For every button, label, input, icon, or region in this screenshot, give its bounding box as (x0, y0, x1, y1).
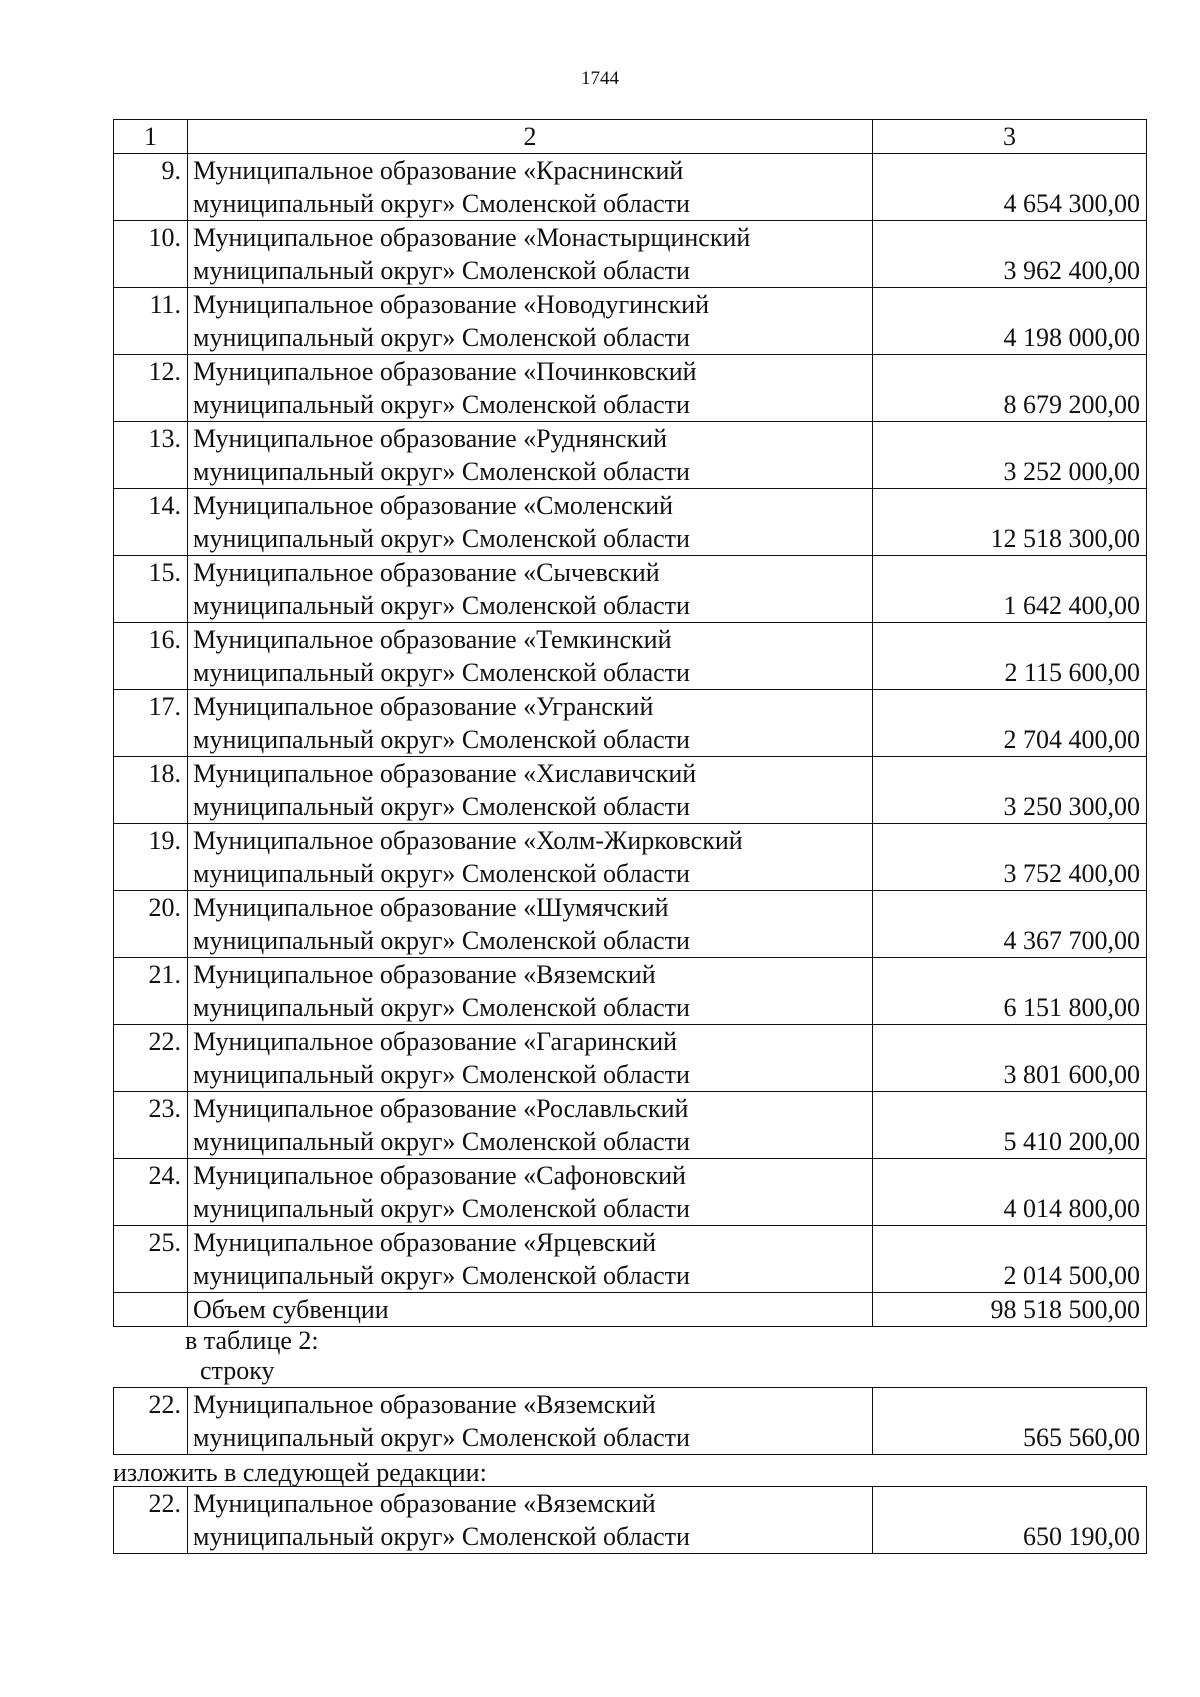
note-row: строку (200, 1356, 275, 1385)
new-row-table (113, 1486, 1147, 1554)
row-name-line-2: муниципальный округ» Смоленской области (193, 1060, 690, 1089)
row-amount: 3 252 000,00 (873, 422, 1147, 489)
row-amount: 3 752 400,00 (873, 824, 1147, 891)
row-name (188, 824, 873, 891)
total-row (114, 1293, 1147, 1327)
row-amount: 12 518 300,00 (873, 489, 1147, 556)
table-row (114, 1092, 1147, 1159)
row-number: 23. (114, 1092, 188, 1159)
row-name (188, 154, 873, 221)
row-number: 20. (114, 891, 188, 958)
table-row (114, 891, 1147, 958)
row-name (188, 489, 873, 556)
table-row (114, 824, 1147, 891)
row-name-line-2: муниципальный округ» Смоленской области (193, 993, 690, 1022)
row-name-line-2: муниципальный округ» Смоленской области (193, 658, 690, 687)
row-name (188, 958, 873, 1025)
row-amount: 6 151 800,00 (873, 958, 1147, 1025)
row-amount: 3 801 600,00 (873, 1025, 1147, 1092)
table-row (114, 154, 1147, 221)
row-amount: 4 198 000,00 (873, 288, 1147, 355)
row-name-line-1: Муниципальное образование «Новодугинский (193, 290, 709, 319)
row-amount: 4 367 700,00 (873, 891, 1147, 958)
row-number: 21. (114, 958, 188, 1025)
row-name-line-1: Муниципальное образование «Хиславичский (193, 759, 697, 788)
table-row (114, 288, 1147, 355)
row-number: 24. (114, 1159, 188, 1226)
row-name-line-2: муниципальный округ» Смоленской области (193, 256, 690, 285)
row-name-line-1: Муниципальное образование «Сычевский (193, 558, 660, 587)
table-row (114, 690, 1147, 757)
row-amount: 3 962 400,00 (873, 221, 1147, 288)
row-amount: 2 115 600,00 (873, 623, 1147, 690)
table-row (114, 1388, 1147, 1455)
table-header-row (114, 120, 1147, 154)
row-name (188, 355, 873, 422)
row-name-line-2: муниципальный округ» Смоленской области (193, 1194, 690, 1223)
row-amount: 3 250 300,00 (873, 757, 1147, 824)
row-amount: 5 410 200,00 (873, 1092, 1147, 1159)
row-name-line-2: муниципальный округ» Смоленской области (193, 323, 690, 352)
header-col-2: 2 (188, 120, 873, 154)
row-name-line-1: Муниципальное образование «Монастырщинский (193, 223, 751, 252)
row-name-line-2: муниципальный округ» Смоленской области (193, 457, 690, 486)
table-row (114, 489, 1147, 556)
row-name (188, 1226, 873, 1293)
row-number: 15. (114, 556, 188, 623)
table-row (114, 1159, 1147, 1226)
row-number: 22. (114, 1388, 188, 1455)
row-amount: 2 704 400,00 (873, 690, 1147, 757)
row-name (188, 1092, 873, 1159)
row-amount: 8 679 200,00 (873, 355, 1147, 422)
total-label: Объем субвенции (188, 1293, 873, 1327)
table-row (114, 958, 1147, 1025)
row-name-line-1: Муниципальное образование «Шумячский (193, 893, 669, 922)
row-number: 18. (114, 757, 188, 824)
total-empty-cell (114, 1293, 188, 1327)
row-name-line-1: Муниципальное образование «Сафоновский (193, 1161, 686, 1190)
row-name (188, 556, 873, 623)
row-name-line-2: муниципальный округ» Смоленской области (193, 859, 690, 888)
row-name (188, 1487, 873, 1554)
row-name-line-1: Муниципальное образование «Рославльский (193, 1094, 689, 1123)
table-row (114, 221, 1147, 288)
row-name-line-1: Муниципальное образование «Вяземский (193, 1390, 656, 1419)
header-col-1: 1 (114, 120, 188, 154)
table-row (114, 355, 1147, 422)
row-number: 22. (114, 1487, 188, 1554)
row-name-line-2: муниципальный округ» Смоленской области (193, 725, 690, 754)
row-name-line-1: Муниципальное образование «Ярцевский (193, 1228, 657, 1257)
total-amount: 98 518 500,00 (873, 1293, 1147, 1327)
row-name-line-1: Муниципальное образование «Темкинский (193, 625, 672, 654)
table-row (114, 1025, 1147, 1092)
row-name (188, 221, 873, 288)
header-col-3: 3 (873, 120, 1147, 154)
row-name-line-2: муниципальный округ» Смоленской области (193, 926, 690, 955)
row-number: 17. (114, 690, 188, 757)
subvention-table (113, 119, 1147, 1327)
row-name-line-1: Муниципальное образование «Вяземский (193, 960, 656, 989)
row-name-line-2: муниципальный округ» Смоленской области (193, 1127, 690, 1156)
row-number: 13. (114, 422, 188, 489)
row-name-line-1: Муниципальное образование «Гагаринский (193, 1027, 678, 1056)
row-name-line-2: муниципальный округ» Смоленской области (193, 1423, 690, 1452)
row-name (188, 422, 873, 489)
row-amount: 650 190,00 (873, 1487, 1147, 1554)
page-number: 1744 (581, 68, 619, 89)
row-name-line-1: Муниципальное образование «Угранский (193, 692, 654, 721)
row-number: 16. (114, 623, 188, 690)
row-name-line-2: муниципальный округ» Смоленской области (193, 591, 690, 620)
note-table-2: в таблице 2: (185, 1326, 319, 1355)
row-name-line-2: муниципальный округ» Смоленской области (193, 390, 690, 419)
row-name-line-2: муниципальный округ» Смоленской области (193, 792, 690, 821)
table-row (114, 556, 1147, 623)
table-row (114, 1487, 1147, 1554)
row-number: 14. (114, 489, 188, 556)
row-name-line-1: Муниципальное образование «Вяземский (193, 1489, 656, 1518)
row-number: 9. (114, 154, 188, 221)
row-name-line-2: муниципальный округ» Смоленской области (193, 524, 690, 553)
table-row (114, 1226, 1147, 1293)
table-row (114, 422, 1147, 489)
row-name (188, 757, 873, 824)
row-number: 12. (114, 355, 188, 422)
row-number: 11. (114, 288, 188, 355)
row-amount: 2 014 500,00 (873, 1226, 1147, 1293)
note-replace: изложить в следующей редакции: (113, 1458, 487, 1487)
row-amount: 4 014 800,00 (873, 1159, 1147, 1226)
row-name (188, 623, 873, 690)
row-amount: 565 560,00 (873, 1388, 1147, 1455)
row-name-line-1: Муниципальное образование «Починковский (193, 357, 697, 386)
row-name-line-1: Муниципальное образование «Руднянский (193, 424, 667, 453)
row-amount: 1 642 400,00 (873, 556, 1147, 623)
row-name-line-2: муниципальный округ» Смоленской области (193, 1522, 690, 1551)
table-row (114, 757, 1147, 824)
row-number: 19. (114, 824, 188, 891)
row-name (188, 690, 873, 757)
row-name-line-1: Муниципальное образование «Холм-Жирковский (193, 826, 743, 855)
row-name-line-2: муниципальный округ» Смоленской области (193, 189, 690, 218)
row-name-line-1: Муниципальное образование «Краснинский (193, 156, 684, 185)
row-amount: 4 654 300,00 (873, 154, 1147, 221)
row-number: 22. (114, 1025, 188, 1092)
row-name-line-2: муниципальный округ» Смоленской области (193, 1261, 690, 1290)
row-name (188, 1388, 873, 1455)
old-row-table (113, 1387, 1147, 1455)
row-name (188, 891, 873, 958)
table-row (114, 623, 1147, 690)
row-name-line-1: Муниципальное образование «Смоленский (193, 491, 674, 520)
row-name (188, 1025, 873, 1092)
row-name (188, 288, 873, 355)
row-name (188, 1159, 873, 1226)
row-number: 10. (114, 221, 188, 288)
row-number: 25. (114, 1226, 188, 1293)
